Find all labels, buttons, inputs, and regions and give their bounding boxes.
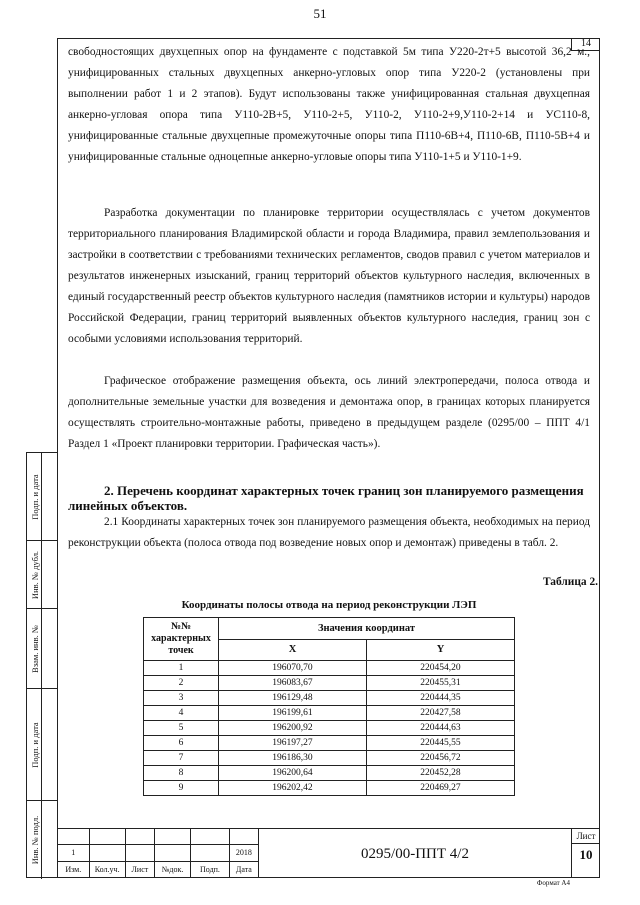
cell-x: 196186,30 bbox=[219, 751, 367, 766]
sheet-label: Лист bbox=[572, 829, 600, 844]
table-row bbox=[144, 721, 515, 736]
side-cell-replace-inv bbox=[27, 609, 57, 689]
cell-n: 4 bbox=[144, 706, 219, 721]
paragraph-3 bbox=[68, 371, 590, 455]
paragraph-3-text: Графическое отображение размещения объекта, ось линий электропередачи, полоса отвода и дополнительные земельные участки для возведения и демонтажа опор, в границах которых планируется осуществлять строительно-монтажные работы, приведено в предыдущем разделе (0295/00 – ППТ 4/1 Раздел 1 «Проект планировки территории. Графическая часть»). bbox=[68, 375, 590, 450]
table-caption: Координаты полосы отвода на период реконструкции ЛЭП bbox=[181, 599, 477, 611]
col-label: Дата bbox=[229, 861, 258, 877]
side-label: Подп. и дата bbox=[29, 721, 40, 768]
col-label: Изм. bbox=[58, 861, 90, 877]
col-label: Подп. bbox=[191, 861, 230, 877]
page-number-top: 51 bbox=[313, 6, 327, 21]
table-row bbox=[144, 736, 515, 751]
cell-y: 220444,35 bbox=[366, 691, 514, 706]
paragraph-1 bbox=[68, 42, 590, 168]
table-row bbox=[144, 751, 515, 766]
cell-x: 196200,92 bbox=[219, 721, 367, 736]
cell-y: 220456,72 bbox=[366, 751, 514, 766]
table-label: Таблица 2. bbox=[542, 576, 598, 588]
cell-n: 2 bbox=[144, 676, 219, 691]
stamp-year: 2018 bbox=[229, 845, 258, 861]
coordinates-table bbox=[143, 617, 515, 796]
stamp-sheet-cell bbox=[571, 828, 600, 878]
paragraph-4 bbox=[68, 512, 590, 554]
format-label: Формат А4 bbox=[536, 879, 570, 887]
cell-y: 220454,20 bbox=[366, 661, 514, 676]
side-label: Инв. № подл. bbox=[29, 815, 40, 865]
header-x: X bbox=[219, 639, 367, 661]
table-row bbox=[144, 781, 515, 796]
table-row bbox=[144, 766, 515, 781]
side-label: Инв. № дубл. bbox=[29, 550, 40, 599]
side-cell-signature-1 bbox=[27, 453, 57, 541]
cell-y: 220444,63 bbox=[366, 721, 514, 736]
cell-x: 196070,70 bbox=[219, 661, 367, 676]
sheet-number: 10 bbox=[579, 847, 593, 862]
col-label: №док. bbox=[154, 861, 190, 877]
side-cell-orig-inv bbox=[27, 801, 57, 879]
cell-n: 6 bbox=[144, 736, 219, 751]
col-label: Лист bbox=[125, 861, 154, 877]
paragraph-1-text: свободностоящих двухцепных опор на фундаменте с подставкой 5м типа У220-2т+5 высотой 36,2 м., унифицированных стальных двухцепных анкерно-угловых опор типа У220-2 (установлены при выполнении работ 1 и 2 этапов). Будут использованы также унифицированная стальная двухцепная анкерно-угловая опора типа У110-2В+5, У110-2+5, У110-2, У110-2+9,У110-2+14 и УС110-8, унифицированные стальные двухцепные промежуточные опоры типа П110-6В+4, П110-6В, П110-5В+4 и унифицированные стальные одноцепные анкерно-угловые опоры типа У110-1+5 и У110-1+9. bbox=[68, 46, 590, 163]
table-row bbox=[144, 706, 515, 721]
table-row bbox=[144, 691, 515, 706]
sheet-corner-number: 14 bbox=[571, 38, 600, 51]
cell-x: 196202,42 bbox=[219, 781, 367, 796]
side-label: Взам. инв. № bbox=[29, 624, 40, 673]
section-heading: 2. Перечень координат характерных точек границ зон планируемого размещения линейных объектов. bbox=[68, 483, 584, 513]
cell-y: 220455,31 bbox=[366, 676, 514, 691]
cell-x: 196083,67 bbox=[219, 676, 367, 691]
side-stamp bbox=[26, 452, 57, 878]
cell-x: 196200,64 bbox=[219, 766, 367, 781]
cell-y: 220445,55 bbox=[366, 736, 514, 751]
cell-y: 220469,27 bbox=[366, 781, 514, 796]
paragraph-2-text: Разработка документации по планировке территории осуществлялась с учетом документов территориального планирования Владимирской области и города Владимира, правил землепользования и застройки в соответствии с требованиями технических регламентов, сводов правил с учетом материалов и результатов инженерных изысканий, границ территорий объектов культурного наследия, включенных в единый государственный реестр объектов культурного наследия (памятников истории и культуры) народов Российской Федерации, границ территорий выявленных объектов культурного наследия, границ зон с особыми условиями использования территорий. bbox=[68, 207, 590, 345]
cell-y: 220427,58 bbox=[366, 706, 514, 721]
side-cell-dup-inv bbox=[27, 541, 57, 609]
cell-n: 5 bbox=[144, 721, 219, 736]
header-points: №№ характерных точек bbox=[144, 618, 219, 661]
title-block bbox=[57, 828, 600, 878]
change-number: 1 bbox=[58, 845, 90, 861]
paragraph-2 bbox=[68, 203, 590, 350]
table-row bbox=[144, 661, 515, 676]
cell-n: 9 bbox=[144, 781, 219, 796]
cell-n: 3 bbox=[144, 691, 219, 706]
header-y: Y bbox=[366, 639, 514, 661]
cell-x: 196197,27 bbox=[219, 736, 367, 751]
cell-x: 196199,61 bbox=[219, 706, 367, 721]
side-label: Подп. и дата bbox=[29, 473, 40, 520]
cell-n: 8 bbox=[144, 766, 219, 781]
cell-x: 196129,48 bbox=[219, 691, 367, 706]
table-row bbox=[144, 676, 515, 691]
cell-n: 1 bbox=[144, 661, 219, 676]
cell-n: 7 bbox=[144, 751, 219, 766]
revision-grid bbox=[57, 828, 259, 878]
header-values: Значения координат bbox=[219, 618, 515, 640]
paragraph-4-text: 2.1 Координаты характерных точек зон планируемого размещения объекта, необходимых на период реконструкции объекта (полоса отвода под возведение новых опор и демонтаж) приведены в табл. 2. bbox=[68, 516, 590, 549]
cell-y: 220452,28 bbox=[366, 766, 514, 781]
col-label: Кол.уч. bbox=[89, 861, 125, 877]
document-code: 0295/00-ППТ 4/2 bbox=[259, 828, 571, 878]
side-cell-signature-2 bbox=[27, 689, 57, 801]
